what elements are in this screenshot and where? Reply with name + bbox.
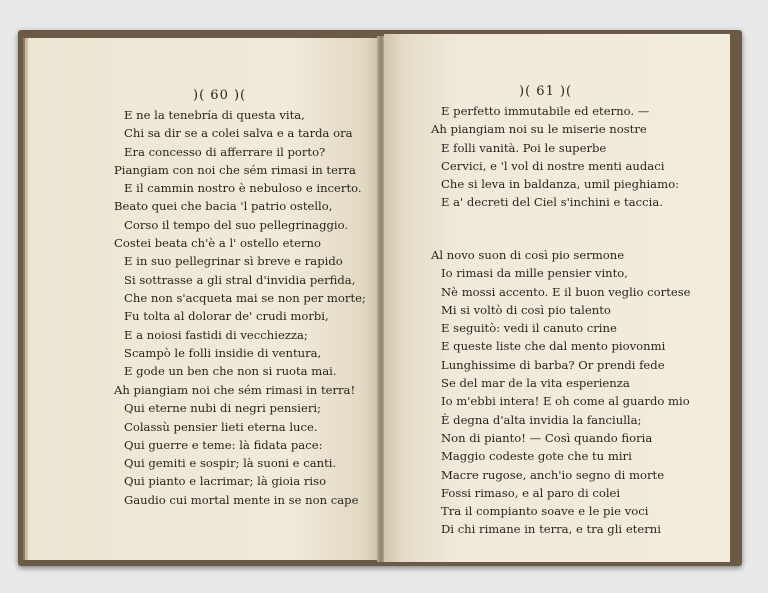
page-number-right <box>519 84 572 99</box>
verse-line: Tra il compianto soave e le pie voci <box>441 504 649 519</box>
verse-line: Costei beata ch'è a l' ostello eterno <box>114 236 321 251</box>
verse-line: Qui gemiti e sospir; là suoni e canti. <box>124 456 337 471</box>
left-stanza-1 <box>114 106 366 380</box>
right-stanza-2 <box>431 246 691 539</box>
ornament-right: )( <box>233 88 247 103</box>
verse-line: Se del mar de la vita esperienza <box>441 376 630 391</box>
verse-line: Fu tolta al dolorar de' crudi morbi, <box>124 309 329 324</box>
ornament-left: )( <box>193 88 206 103</box>
verse-line: Che si leva in baldanza, umil pieghiamo: <box>441 177 679 192</box>
page-number-left <box>193 88 246 103</box>
verse-line: Qui pianto e lacrimar; là gioia riso <box>124 474 327 489</box>
verse-line: E ne la tenebría di questa vita, <box>124 108 305 122</box>
ornament-right: )( <box>559 84 573 99</box>
verse-line: Maggio codeste gote che tu miri <box>441 449 632 464</box>
verse-line: Cervici, e 'l vol di nostre menti audaci <box>441 158 665 173</box>
verse-line: E seguitò: vedi il canuto crine <box>441 321 617 336</box>
verse-line: E in suo pellegrinar sì breve e rapido <box>124 254 343 269</box>
verse-line: E queste liste che dal mento piovonmi <box>441 339 666 354</box>
verse-line: Lunghissime di barba? Or prendi fede <box>441 357 665 372</box>
verse-line: E folli vanità. Poi le superbe <box>441 140 607 155</box>
verse-line: Era concesso di afferrare il porto? <box>124 144 326 159</box>
verse-line: E il cammin nostro è nebuloso e incerto. <box>124 181 362 196</box>
verse-line: E a noiosi fastidi di vecchiezza; <box>124 327 308 342</box>
verse-line: Nè mossi accento. E il buon veglio cortese <box>441 284 691 299</box>
verse-line: Non di pianto! — Così quando fioria <box>441 430 653 445</box>
verse-line: Io rimasi da mille pensier vinto, <box>441 266 628 281</box>
verse-line: Io m'ebbi intera! E oh come al guardo mio <box>441 394 690 409</box>
verse-line: E perfetto immutabile ed eterno. — <box>441 104 650 118</box>
verse-line: E gode un ben che non si ruota mai. <box>124 364 337 379</box>
verse-line: È degna d'alta invidia la fanciulla; <box>441 412 642 427</box>
verse-line: Ah piangiam noi che sém rimasi in terra! <box>114 383 356 397</box>
verse-line: Piangiam con noi che sém rimasi in terra <box>114 162 356 177</box>
page-number-value: 60 <box>210 88 229 103</box>
verse-line: Chi sa dir se a colei salva e a tarda ora <box>124 126 353 141</box>
verse-line: Che non s'acqueta mai se non per morte; <box>124 290 366 305</box>
verse-line: Al novo suon di così pio sermone <box>431 248 625 262</box>
verse-line: Macre rugose, anch'io segno di morte <box>441 467 665 482</box>
verse-line: Colassù pensier lieti eterna luce. <box>124 419 318 434</box>
verse-line: Qui eterne nubi di negri pensieri; <box>124 401 321 416</box>
verse-line: Di chi rimane in terra, e tra gli eterni <box>441 522 661 537</box>
left-stanza-2 <box>114 381 358 509</box>
left-page <box>28 38 378 560</box>
verse-line: Mi si voltò di così pio talento <box>441 302 611 317</box>
ornament-left: )( <box>519 84 532 99</box>
page-number-value: 61 <box>536 84 555 99</box>
verse-line: Corso il tempo del suo pellegrinaggio. <box>124 217 349 232</box>
verse-line: Scampò le folli insidie di ventura, <box>124 345 322 360</box>
verse-line: Qui guerre e teme: là fidata pace: <box>124 437 323 452</box>
verse-line: Beato quei che bacia 'l patrio ostello, <box>114 199 333 214</box>
verse-line: Fossi rimaso, e al paro di colei <box>441 485 621 500</box>
verse-line: Ah piangiam noi su le miserie nostre <box>431 122 647 137</box>
verse-line: E a' decreti del Ciel s'inchini e taccia. <box>441 195 663 210</box>
verse-line: Gaudio cui mortal mente in se non cape <box>124 492 359 507</box>
right-stanza-1 <box>431 102 679 212</box>
verse-line: Si sottrasse a gli stral d'invidia perfida, <box>124 272 356 287</box>
right-page <box>384 34 730 562</box>
